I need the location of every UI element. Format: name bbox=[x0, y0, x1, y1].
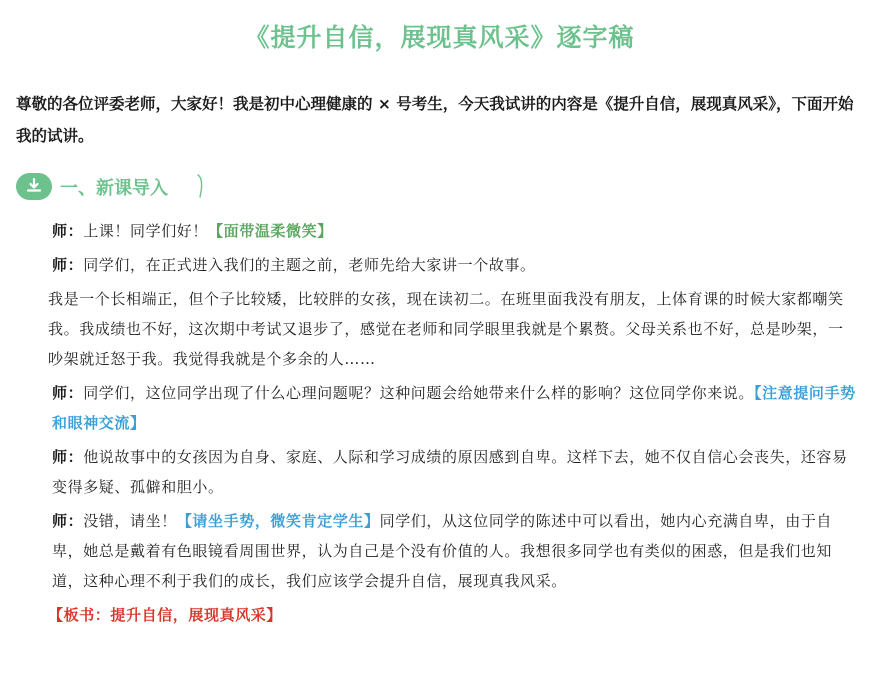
stage-direction-note: 【面带温柔微笑】 bbox=[208, 222, 333, 240]
transcript-body bbox=[48, 216, 858, 634]
paragraph-text: 同学们，这位同学出现了什么心理问题呢？这种问题会给她带来什么样的影响？这位同学你来说。 bbox=[83, 384, 755, 402]
paragraph-text: 我是一个长相端正，但个子比较矮，比较胖的女孩，现在读初二。在班里面我没有朋友，上体育课的时候大家都嘲笑我。我成绩也不好，这次期中考试又退步了，感觉在老师和同学眼里我就是个累赘。父母关系也不好，总是吵架，一吵架就迁怒于我。我觉得我就是个多余的人…… bbox=[48, 290, 844, 368]
speaker-label: 师： bbox=[52, 256, 84, 274]
speaker-label: 师： bbox=[52, 512, 84, 530]
section-decoration-curve bbox=[192, 173, 222, 203]
paragraph-text-continued: 同学们，从这位同学的陈述中可以看出，她内心充满自卑，由于自卑，她总是戴着有色眼镜看周围世界，认为自己是个没有价值的人。我想很多同学也有类似的困惑，但是我们也知道，这种心理不利于我们的成长，我们应该学会提升自信，展现真我风采。 bbox=[52, 512, 833, 590]
paragraph-text: 上课！同学们好！ bbox=[83, 222, 209, 240]
paragraph-text: 他说故事中的女孩因为自身、家庭、人际和学习成绩的原因感到自卑。这样下去，她不仅自信心会丧失，还容易变得多疑、孤僻和胆小。 bbox=[52, 448, 848, 496]
stage-direction-note: 【板书：提升自信，展现真风采】 bbox=[48, 606, 283, 624]
transcript-paragraph bbox=[52, 216, 858, 246]
section-title: 一、新课导入 bbox=[60, 178, 168, 199]
intro-paragraph: 尊敬的各位评委老师，大家好！我是初中心理健康的 × 号考生，今天我试讲的内容是《提升自信，展现真风采》，下面开始我的试讲。 bbox=[16, 95, 854, 145]
stage-direction-note: 【注意提问手势和眼神交流】 bbox=[52, 384, 856, 432]
transcript-paragraph bbox=[52, 378, 858, 438]
download-icon bbox=[26, 178, 42, 194]
section-icon-badge bbox=[16, 173, 52, 200]
transcript-paragraph bbox=[48, 600, 858, 630]
section-header bbox=[16, 173, 216, 203]
paragraph-text: 同学们，在正式进入我们的主题之前，老师先给大家讲一个故事。 bbox=[83, 256, 536, 274]
paragraph-text: 没错，请坐！ bbox=[83, 512, 177, 530]
speaker-label: 师： bbox=[52, 222, 84, 240]
speaker-label: 师： bbox=[52, 384, 84, 402]
transcript-paragraph bbox=[52, 442, 858, 502]
transcript-paragraph bbox=[52, 506, 858, 596]
speaker-label: 师： bbox=[52, 448, 84, 466]
document-title: 《提升自信，展现真风采》逐字稿 bbox=[244, 23, 635, 52]
transcript-paragraph bbox=[52, 250, 858, 280]
stage-direction-note: 【请坐手势，微笑肯定学生】 bbox=[176, 512, 380, 530]
transcript-paragraph bbox=[48, 284, 858, 374]
